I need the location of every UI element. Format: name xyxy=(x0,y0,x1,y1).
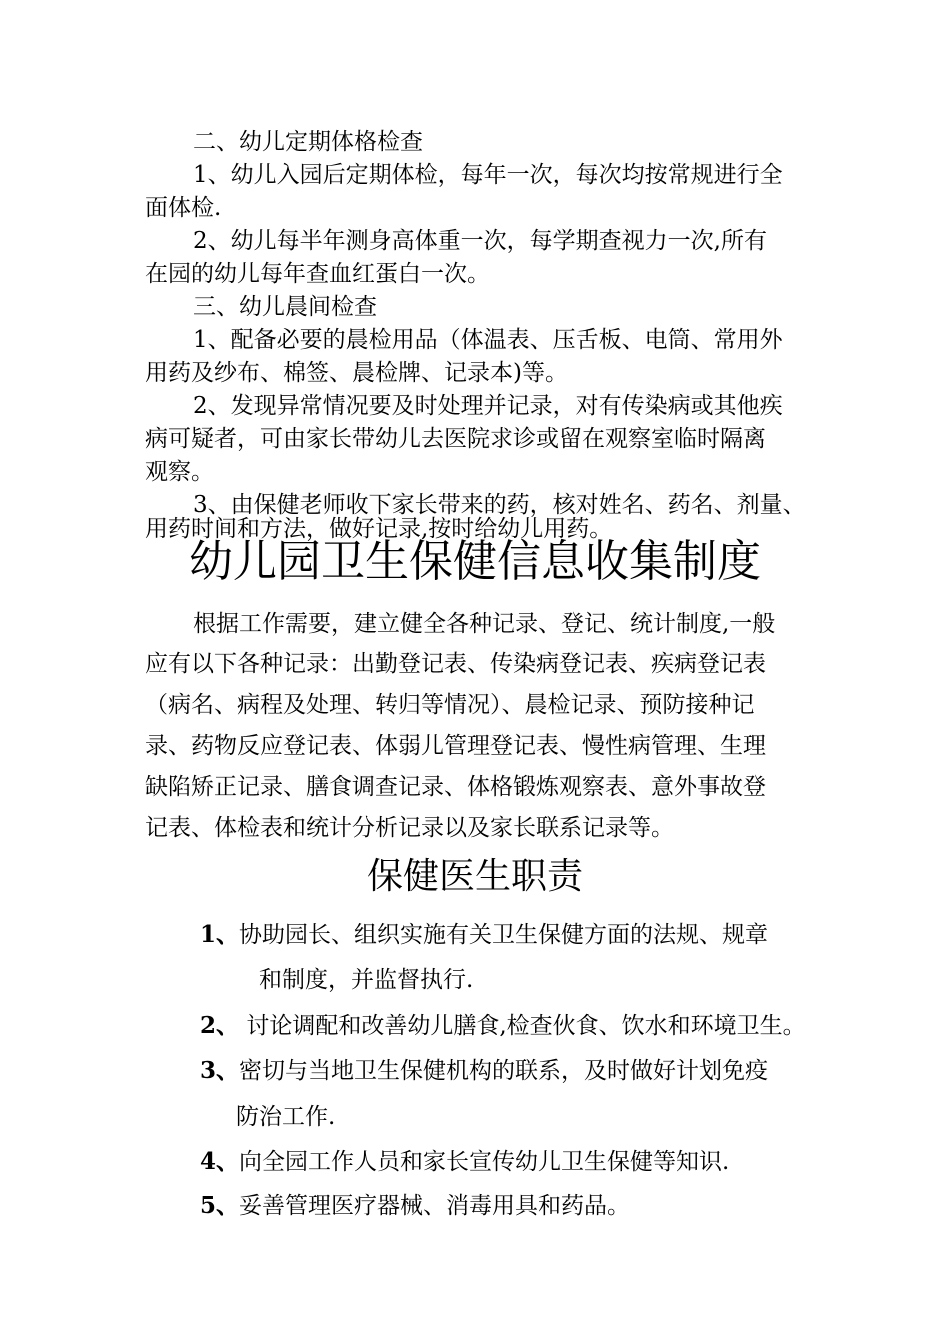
paragraph-line: 1、配备必要的晨检用品（体温表、压舌板、电筒、常用外 xyxy=(193,327,783,353)
duty-number: 1、 xyxy=(200,921,240,948)
duty-number: 4、 xyxy=(200,1148,240,1175)
duty-text: 妥善管理医疗器械、消毒用具和药品。 xyxy=(239,1193,631,1219)
paragraph-line: 2、幼儿每半年测身高体重一次，每学期查视力一次,所有 xyxy=(193,228,767,254)
duty-item-1-continuation: 和制度，并监督执行. xyxy=(259,967,474,993)
duty-item-3-continuation: 防治工作. xyxy=(236,1104,336,1130)
paragraph-line: 3、由保健老师收下家长带来的药，核对姓名、药名、剂量、 xyxy=(193,492,806,518)
paragraph-line: 记表、体检表和统计分析记录以及家长联系记录等。 xyxy=(145,815,674,841)
duty-text: 讨论调配和改善幼儿膳食,检查伙食、饮水和环境卫生。 xyxy=(239,1013,806,1039)
paragraph-line: 根据工作需要，建立健全各种记录、登记、统计制度,一般 xyxy=(193,611,776,637)
paragraph-line: 应有以下各种记录：出勤登记表、传染病登记表、疾病登记表 xyxy=(145,651,766,677)
paragraph-line: 病可疑者，可由家长带幼儿去医院求诊或留在观察室临时隔离 xyxy=(145,426,766,452)
duty-text: 密切与当地卫生保健机构的联系，及时做好计划免疫 xyxy=(239,1058,769,1084)
duty-number: 5、 xyxy=(200,1192,240,1219)
duty-number: 2、 xyxy=(200,1012,240,1039)
duty-text: 向全园工作人员和家长宣传幼儿卫生保健等知识. xyxy=(239,1149,730,1175)
paragraph-line: 录、药物反应登记表、体弱儿管理登记表、慢性病管理、生理 xyxy=(145,733,766,759)
duty-item-1 xyxy=(200,918,768,952)
paragraph-line: 面体检. xyxy=(145,195,222,221)
paragraph-line: 缺陷矫正记录、膳食调查记录、体格锻炼观察表、意外事故登 xyxy=(145,774,766,800)
section-three-heading: 三、幼儿晨间检查 xyxy=(193,294,377,320)
paragraph-line: 1、幼儿入园后定期体检，每年一次，每次均按常规进行全 xyxy=(193,162,783,188)
duty-item-3 xyxy=(200,1054,768,1088)
duty-number: 3、 xyxy=(200,1057,240,1084)
paragraph-line: 用药时间和方法，做好记录,按时给幼儿用药。 xyxy=(145,516,613,542)
paragraph-line: 2、发现异常情况要及时处理并记录，对有传染病或其他疾 xyxy=(193,393,783,419)
duty-item-5 xyxy=(200,1189,630,1223)
duty-item-2 xyxy=(200,1009,806,1043)
doctor-duties-title: 保健医生职责 xyxy=(366,856,583,897)
info-system-title: 幼儿园卫生保健信息收集制度 xyxy=(189,536,761,587)
paragraph-line: （病名、病程及处理、转归等情况）、晨检记录、预防接种记 xyxy=(145,692,755,718)
paragraph-line: 在园的幼儿每年查血红蛋白一次。 xyxy=(145,261,490,287)
section-two-heading: 二、幼儿定期体格检查 xyxy=(193,129,423,155)
paragraph-line: 观察。 xyxy=(145,459,214,485)
duty-text: 协助园长、组织实施有关卫生保健方面的法规、规章 xyxy=(239,922,769,948)
paragraph-line: 用药及纱布、棉签、晨检牌、记录本)等。 xyxy=(145,360,568,386)
duty-item-4 xyxy=(200,1145,729,1179)
